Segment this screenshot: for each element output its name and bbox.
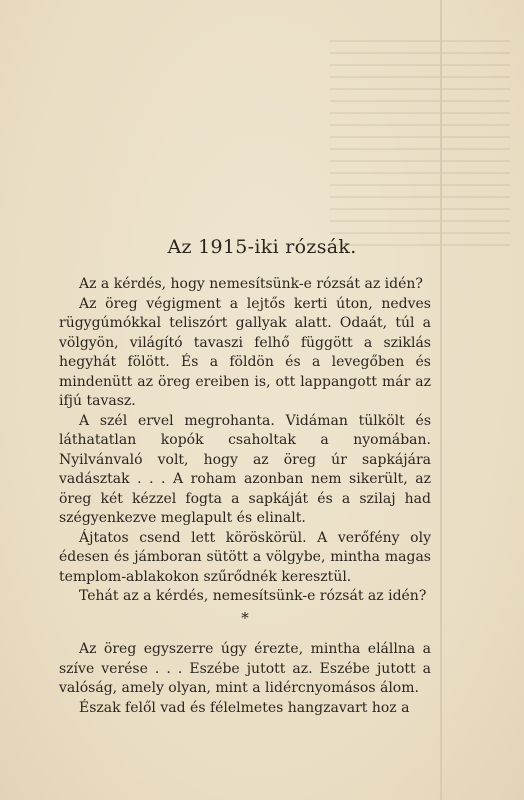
paragraph: Tehát az a kérdés, nemesítsünk-e rózsát az idén?	[79, 588, 427, 604]
paragraph: A szél ervel megrohanta. Vidáman tülkölt és láthatatlan kopók csaholtak a nyomában. Nyilvánvaló volt, hogy az öreg úr sapkájára vadásztak . . . A roham azonban nem sikerült, az öreg két kézzel fogta a sapkáját és a szilaj had szégyenkezve meglapult és elinalt.	[59, 412, 431, 526]
paragraph: Az öreg végigment a lejtős kerti úton, nedves rügygúmókkal teliszórt gallyak alatt. Odaát, túl a völgyön, világító tavaszi felhő függött a sziklás hegyhát fölött. És a földön és a levegőben és mindenütt az öreg ereiben is, ott lappangott már az ifjú tavasz.	[59, 295, 431, 409]
chapter-title: Az 1915-iki rózsák.	[167, 236, 357, 258]
page-fold-shadow	[440, 0, 442, 800]
bleed-through-text	[330, 40, 510, 250]
section-separator: *	[241, 608, 249, 627]
paragraph: Ájtatos csend lett köröskörül. A verőfény oly édesen és jámboran sütött a völgybe, mintha magas templom-ablakokon szűrődnék keresztül.	[59, 529, 431, 585]
body-text	[59, 275, 431, 718]
paragraph: Az a kérdés, hogy nemesítsünk-e rózsát az idén?	[79, 276, 423, 292]
paragraph: Az öreg egyszerre úgy érezte, mintha elállna a szíve verése . . . Eszébe jutott az. Eszébe jutott a valóság, amely olyan, mint a lidércnyomásos álom.	[59, 641, 431, 696]
paragraph: Észak felől vad és félelmetes hangzavart hoz a	[79, 699, 410, 716]
